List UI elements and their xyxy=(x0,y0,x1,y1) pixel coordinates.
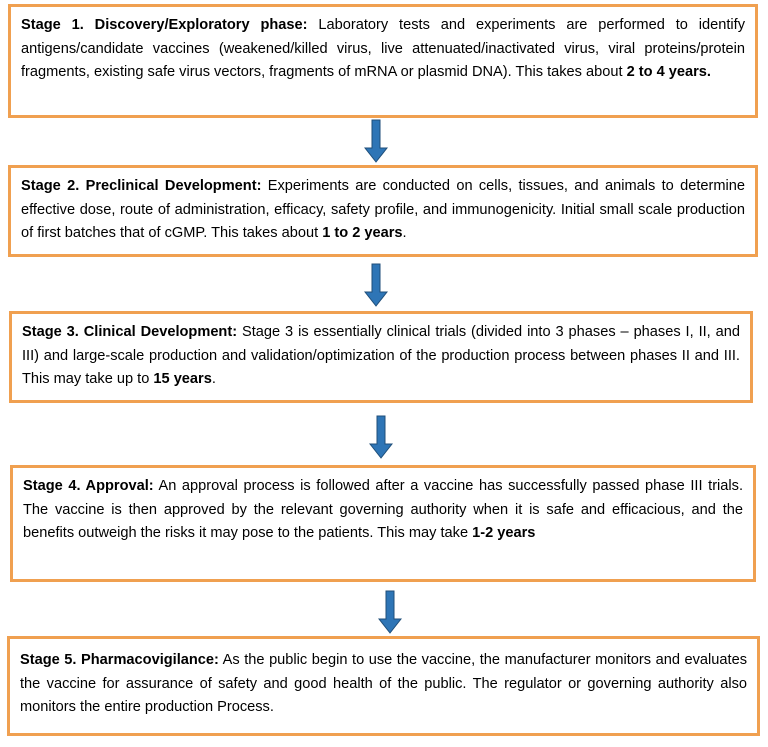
arrow-down-icon xyxy=(369,415,393,459)
stage-1-duration: 2 to 4 years. xyxy=(626,64,711,80)
stage-3-heading: Stage 3. Clinical Development: xyxy=(22,324,238,340)
stage-1-box xyxy=(8,4,758,118)
stage-3-box xyxy=(9,311,753,403)
stage-2-tail: . xyxy=(402,225,407,241)
stage-2-heading: Stage 2. Preclinical Development: xyxy=(21,178,262,194)
stage-1-heading: Stage 1. Discovery/Exploratory phase: xyxy=(21,17,308,33)
stage-5-description: As the public begin to use the vaccine, the manufacturer monitors and evaluates the vaccine for assurance of safety and good health of the public. The regulator or governing authority also monitors the entire production Process. xyxy=(20,652,747,715)
stage-3-tail: . xyxy=(211,371,216,387)
stage-2-description: Experiments are conducted on cells, tissues, and animals to determine effective dose, route of administration, efficacy, safety profile, and immunogenicity. Initial small scale production of first batches that of cGMP. This takes about xyxy=(21,178,745,241)
stage-3-duration: 15 years xyxy=(153,371,212,387)
arrow-down-icon xyxy=(364,119,388,163)
stage-2-box xyxy=(8,165,758,257)
stage-2-duration: 1 to 2 years xyxy=(322,225,403,241)
arrow-down-icon xyxy=(378,590,402,634)
stage-1-description: Laboratory tests and experiments are performed to identify antigens/candidate vaccines (weakened/killed virus, live attenuated/inactivated virus, viral proteins/protein fragments, existing safe virus vectors, fragments of mRNA or plasmid DNA). This takes about xyxy=(21,17,745,80)
stage-4-description: An approval process is followed after a vaccine has successfully passed phase III trials. The vaccine is then approved by the relevant governing authority when it is safe and efficacious, and the benefits outweigh the risks it may pose to the patients. This may take xyxy=(23,478,744,541)
stage-3-description: Stage 3 is essentially clinical trials (divided into 3 phases – phases I, II, and III) and large-scale production and validation/optimization of the production process between phases II and III. This may take up to xyxy=(22,324,741,387)
stage-5-box xyxy=(7,636,760,736)
stage-4-heading: Stage 4. Approval: xyxy=(23,478,154,494)
stage-5-heading: Stage 5. Pharmacovigilance: xyxy=(20,652,219,668)
stage-4-duration: 1-2 years xyxy=(472,525,536,541)
arrow-down-icon xyxy=(364,263,388,307)
stage-4-box xyxy=(10,465,756,582)
